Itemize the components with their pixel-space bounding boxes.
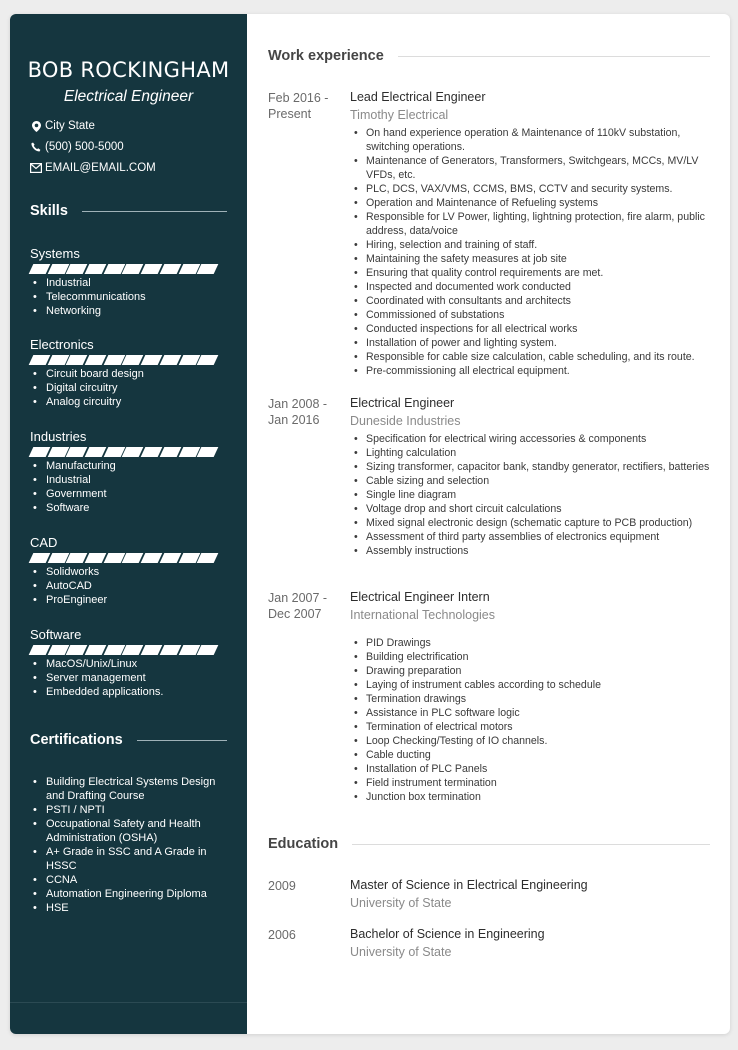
location-text: City State <box>45 120 95 132</box>
job-date-end: Jan 2016 <box>268 413 320 427</box>
education-degree: Master of Science in Electrical Engineering <box>350 878 588 892</box>
skill-level-segment <box>29 553 50 563</box>
education-heading-rule <box>352 844 710 845</box>
job-date-start: Jan 2007 - <box>268 591 328 605</box>
list-item: • Circuit board design <box>30 367 230 381</box>
job-date-end: Present <box>268 107 312 121</box>
job-role: Electrical Engineer <box>350 396 455 410</box>
list-item: • Specification for electrical wiring accessories & components <box>350 432 720 446</box>
skill-list <box>30 276 230 318</box>
job-organization: International Technologies <box>350 608 496 622</box>
list-item: • Solidworks <box>30 565 230 579</box>
skill-level-segment <box>141 264 162 274</box>
skill-level-segment <box>85 553 106 563</box>
certifications-heading-text: Certifications <box>30 732 123 748</box>
list-item: • Maintenance of Generators, Transformers, Switchgears, MCCs, MV/LV VFDs, etc. <box>350 154 720 182</box>
education-year: 2006 <box>268 928 296 942</box>
job-role: Lead Electrical Engineer <box>350 90 486 104</box>
list-item: • Digital circuitry <box>30 381 230 395</box>
skill-level-segment <box>29 355 50 365</box>
skill-level-segment <box>197 447 218 457</box>
list-item: • Server management <box>30 671 230 685</box>
job-date <box>268 90 348 122</box>
list-item: • Termination drawings <box>350 692 720 706</box>
education-school: University of State <box>350 896 452 910</box>
list-item: • Manufacturing <box>30 459 230 473</box>
list-item: • Loop Checking/Testing of IO channels. <box>350 734 720 748</box>
education-heading-text: Education <box>268 836 339 852</box>
list-item: • Assistance in PLC software logic <box>350 706 720 720</box>
skill-level-segment <box>29 264 50 274</box>
email-text[interactable]: EMAIL@EMAIL.COM <box>45 162 156 174</box>
list-item: • Occupational Safety and Health Administration (OSHA) <box>30 817 230 845</box>
list-item: • Industrial <box>30 473 230 487</box>
list-item: • MacOS/Unix/Linux <box>30 657 230 671</box>
contact-location <box>30 120 95 132</box>
list-item: • Building Electrical Systems Design and Drafting Course <box>30 775 230 803</box>
job-date-start: Jan 2008 - <box>268 397 328 411</box>
education-heading <box>268 836 710 852</box>
list-item: • Responsible for LV Power, lighting, lightning protection, fire alarm, public address, data/voice <box>350 210 720 238</box>
list-item: • PID Drawings <box>350 636 720 650</box>
skill-group-systems <box>30 246 230 318</box>
sidebar <box>10 14 247 1034</box>
job-role: Electrical Engineer Intern <box>350 590 490 604</box>
skill-level-bar <box>31 447 230 457</box>
skill-level-segment <box>159 553 180 563</box>
contact-phone <box>30 141 124 153</box>
list-item: • Coordinated with consultants and architects <box>350 294 720 308</box>
skill-level-segment <box>29 645 50 655</box>
list-item: • Conducted inspections for all electrical works <box>350 322 720 336</box>
certifications-heading <box>30 732 227 748</box>
list-item: • Assessment of third party assemblies of electronics equipment <box>350 530 720 544</box>
skill-level-segment <box>85 264 106 274</box>
skill-level-segment <box>197 264 218 274</box>
work-heading-rule <box>398 56 710 57</box>
job-date <box>268 396 348 428</box>
skill-group-name: Electronics <box>30 337 94 352</box>
skills-heading <box>30 203 227 219</box>
skills-heading-rule <box>82 211 227 212</box>
list-item: • Voltage drop and short circuit calculations <box>350 502 720 516</box>
job-duties <box>350 636 720 804</box>
work-heading-text: Work experience <box>268 48 384 64</box>
list-item: • Lighting calculation <box>350 446 720 460</box>
list-item: • Building electrification <box>350 650 720 664</box>
list-item: • Government <box>30 487 230 501</box>
skill-level-segment <box>141 553 162 563</box>
skill-level-bar <box>31 645 230 655</box>
skill-group-name: Software <box>30 627 82 642</box>
skill-level-segment <box>85 447 106 457</box>
job-organization: Duneside Industries <box>350 414 461 428</box>
list-item: • PSTI / NPTI <box>30 803 230 817</box>
list-item: • Ensuring that quality control requirements are met. <box>350 266 720 280</box>
list-item: • Cable ducting <box>350 748 720 762</box>
certifications-list <box>30 775 230 915</box>
skill-level-segment <box>159 355 180 365</box>
list-item: • Networking <box>30 304 230 318</box>
list-item: • Operation and Maintenance of Refueling systems <box>350 196 720 210</box>
skills-heading-text: Skills <box>30 203 68 219</box>
skill-level-segment <box>141 645 162 655</box>
list-item: • Pre-commissioning all electrical equipment. <box>350 364 720 378</box>
list-item: • Analog circuitry <box>30 395 230 409</box>
skill-level-segment <box>159 264 180 274</box>
sidebar-footer <box>10 1002 247 1034</box>
job-date-end: Dec 2007 <box>268 607 322 621</box>
skill-list <box>30 459 230 515</box>
location-pin-icon <box>30 120 42 132</box>
list-item: • Cable sizing and selection <box>350 474 720 488</box>
job-date-start: Feb 2016 - <box>268 91 329 105</box>
list-item: • Mixed signal electronic design (schematic capture to PCB production) <box>350 516 720 530</box>
certifications-heading-rule <box>137 740 227 741</box>
list-item: • Assembly instructions <box>350 544 720 558</box>
list-item: • Embedded applications. <box>30 685 230 699</box>
list-item: • Maintaining the safety measures at job site <box>350 252 720 266</box>
list-item: • Commissioned of substations <box>350 308 720 322</box>
skill-level-segment <box>29 447 50 457</box>
skill-group-name: Systems <box>30 246 80 261</box>
skill-group-name: Industries <box>30 429 87 444</box>
list-item: • Installation of power and lighting system. <box>350 336 720 350</box>
skill-group-name: CAD <box>30 535 58 550</box>
list-item: • Installation of PLC Panels <box>350 762 720 776</box>
skill-level-segment <box>197 645 218 655</box>
list-item: • Drawing preparation <box>350 664 720 678</box>
list-item: • HSE <box>30 901 230 915</box>
skill-group-cad <box>30 535 230 607</box>
list-item: • Inspected and documented work conducted <box>350 280 720 294</box>
skill-list <box>30 367 230 409</box>
job-date <box>268 590 348 622</box>
list-item: • Single line diagram <box>350 488 720 502</box>
education-year: 2009 <box>268 879 296 893</box>
work-heading <box>268 48 710 64</box>
list-item: • Termination of electrical motors <box>350 720 720 734</box>
skill-level-segment <box>197 355 218 365</box>
skill-group-electronics <box>30 337 230 409</box>
list-item: • Sizing transformer, capacitor bank, standby generator, rectifiers, batteries <box>350 460 720 474</box>
skill-level-segment <box>85 645 106 655</box>
list-item: • ProEngineer <box>30 593 230 607</box>
candidate-name: BOB ROCKINGHAM <box>27 58 230 82</box>
list-item: • CCNA <box>30 873 230 887</box>
education-school: University of State <box>350 945 452 959</box>
candidate-title: Electrical Engineer <box>63 88 194 105</box>
list-item: • PLC, DCS, VAX/VMS, CCMS, BMS, CCTV and security systems. <box>350 182 720 196</box>
list-item: • Software <box>30 501 230 515</box>
list-item: • Junction box termination <box>350 790 720 804</box>
list-item: • On hand experience operation & Maintenance of 110kV substation, switching operations. <box>350 126 720 154</box>
phone-icon <box>30 141 42 153</box>
skill-level-segment <box>159 645 180 655</box>
skill-level-segment <box>159 447 180 457</box>
skill-group-software <box>30 627 230 699</box>
skill-level-segment <box>197 553 218 563</box>
list-item: • AutoCAD <box>30 579 230 593</box>
envelope-icon <box>30 162 42 174</box>
skill-level-bar <box>31 264 230 274</box>
skill-level-segment <box>141 447 162 457</box>
list-item: • Industrial <box>30 276 230 290</box>
list-item: • A+ Grade in SSC and A Grade in HSSC <box>30 845 230 873</box>
list-item: • Telecommunications <box>30 290 230 304</box>
list-item: • Responsible for cable size calculation, cable scheduling, and its route. <box>350 350 720 364</box>
skill-level-segment <box>141 355 162 365</box>
job-organization: Timothy Electrical <box>350 108 449 122</box>
contact-email[interactable] <box>30 162 156 174</box>
list-item: • Hiring, selection and training of staff. <box>350 238 720 252</box>
phone-text: (500) 500-5000 <box>45 141 124 153</box>
skill-list <box>30 565 230 607</box>
list-item: • Automation Engineering Diploma <box>30 887 230 901</box>
skill-level-bar <box>31 553 230 563</box>
skill-level-bar <box>31 355 230 365</box>
resume-card <box>10 14 730 1034</box>
skill-list <box>30 657 230 699</box>
list-item: • Laying of instrument cables according to schedule <box>350 678 720 692</box>
skill-group-industries <box>30 429 230 515</box>
job-duties <box>350 432 720 558</box>
job-duties <box>350 126 720 378</box>
education-degree: Bachelor of Science in Engineering <box>350 927 545 941</box>
skill-level-segment <box>85 355 106 365</box>
list-item: • Field instrument termination <box>350 776 720 790</box>
